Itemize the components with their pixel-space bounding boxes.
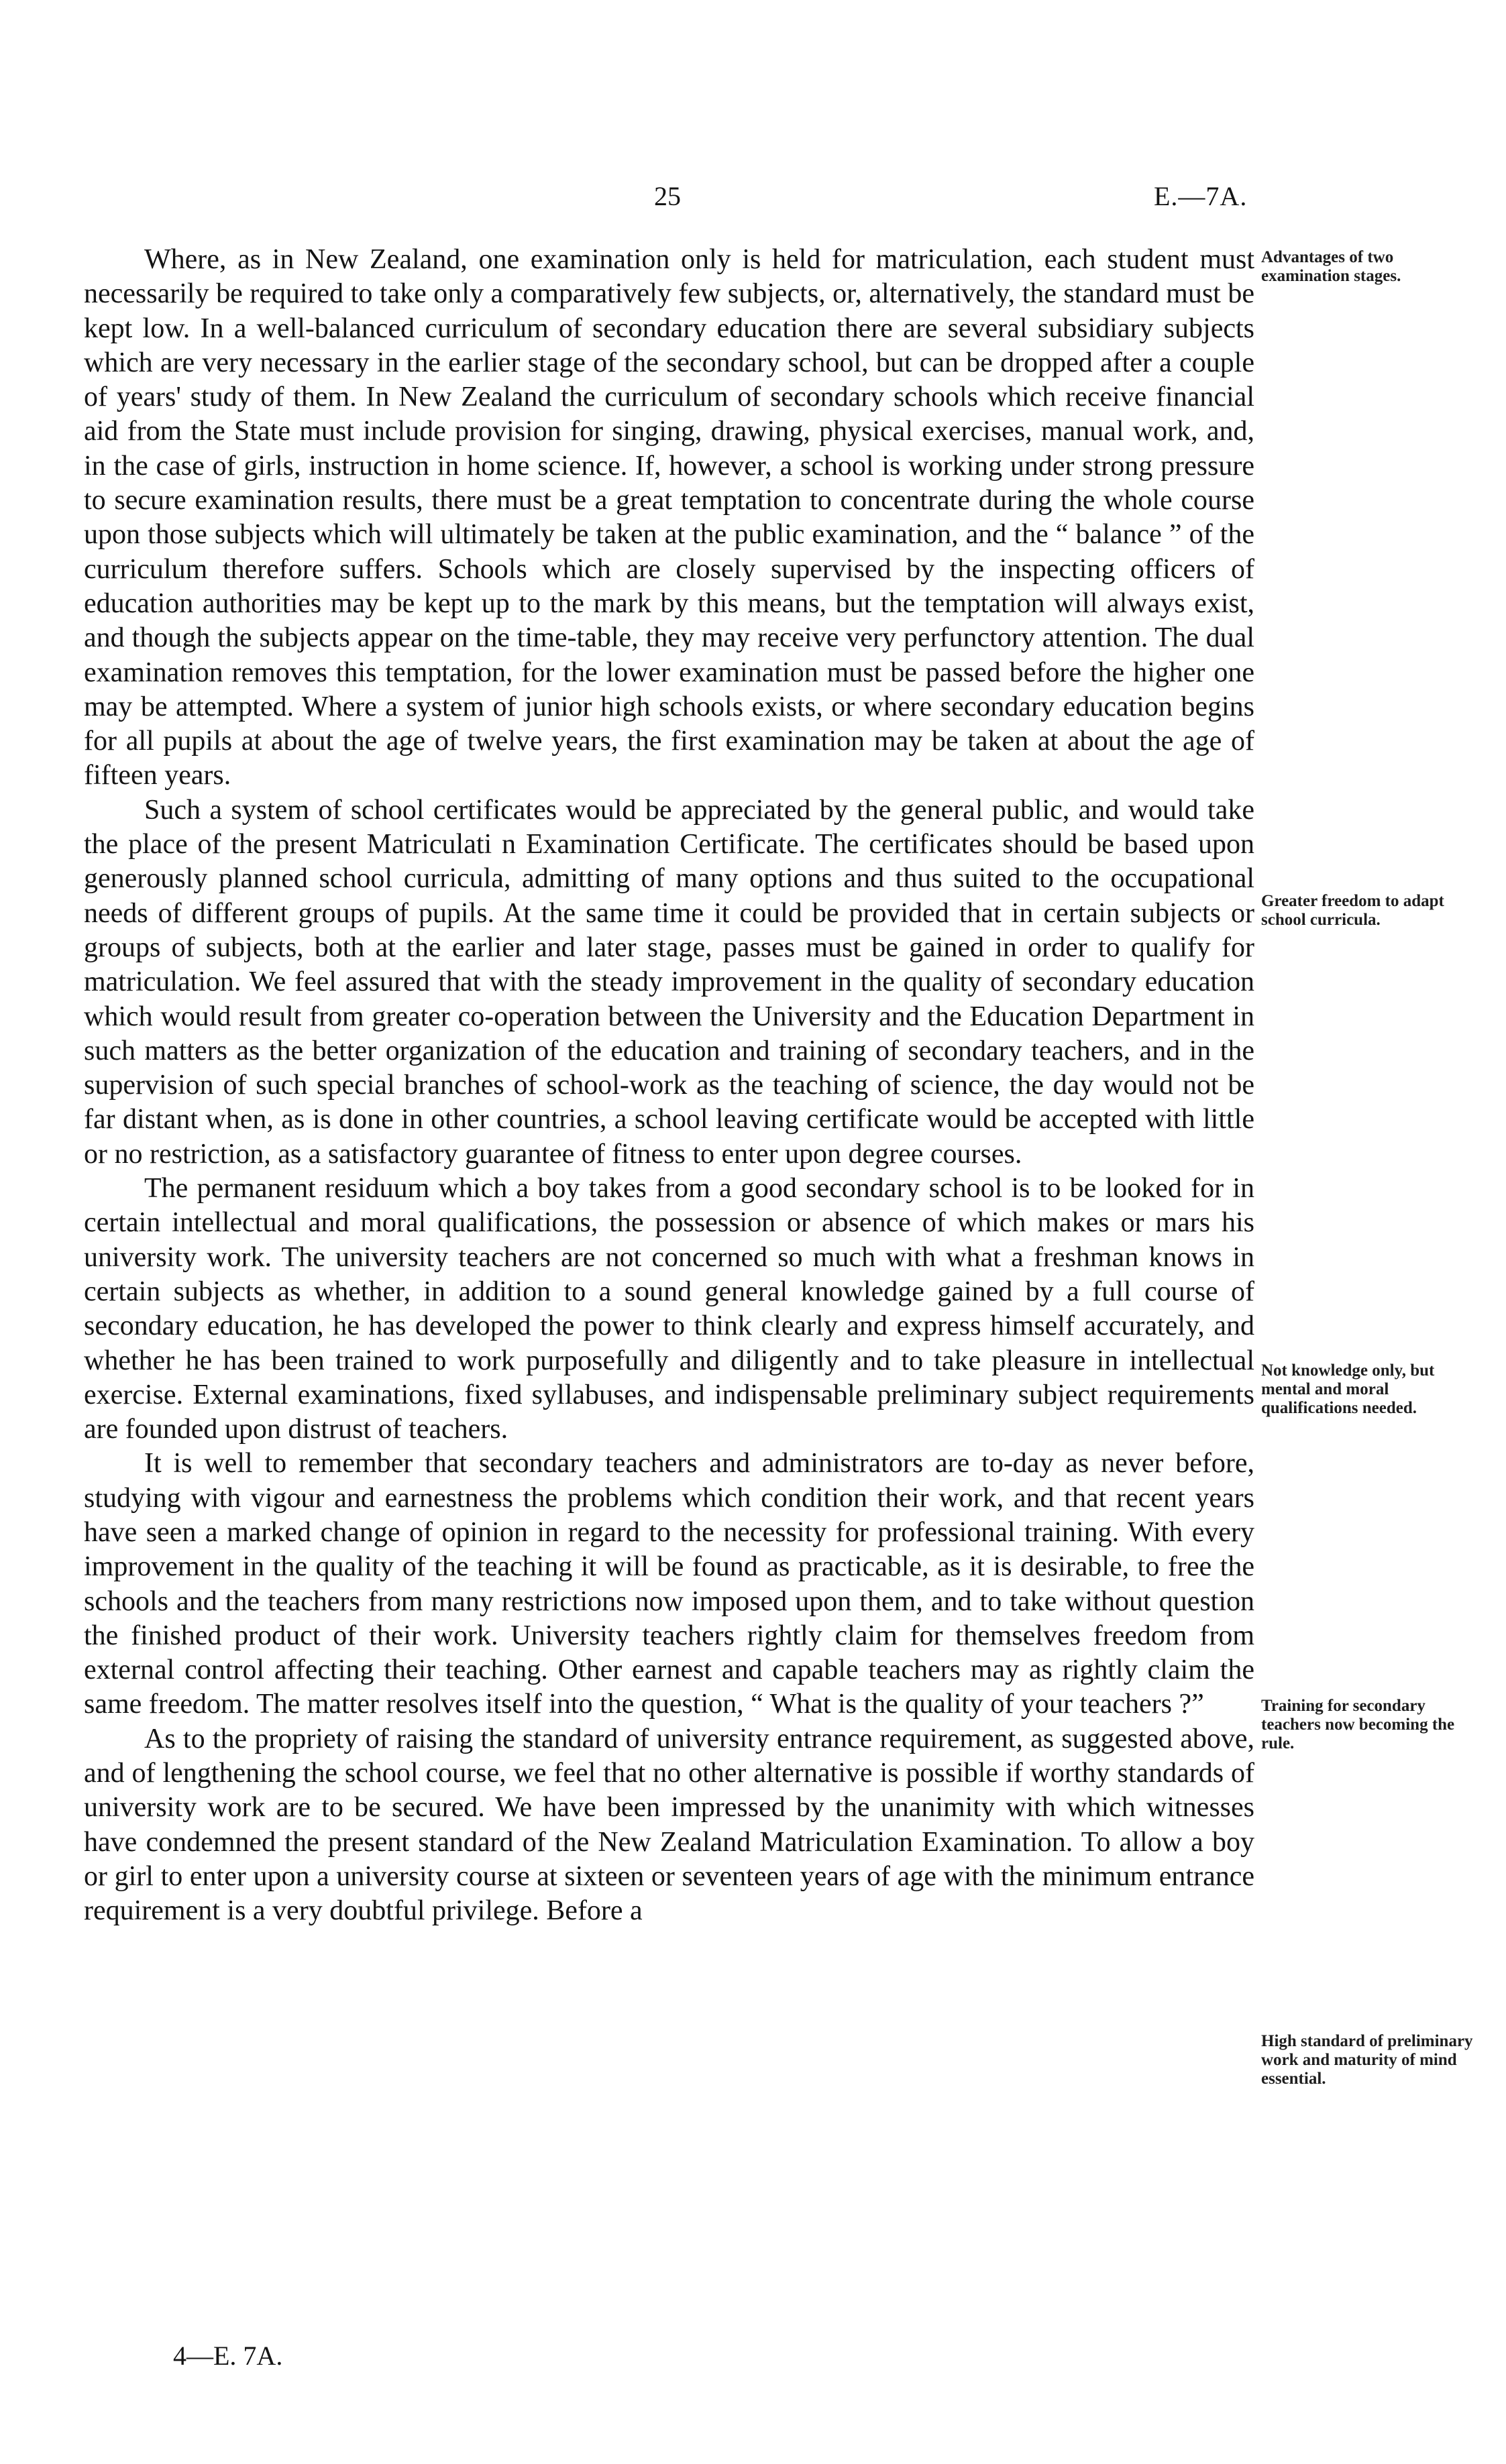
sidenote-advantages: Advantages of two examination stages. xyxy=(1261,248,1401,285)
footer-signature: 4—E. 7A. xyxy=(173,2341,283,2371)
page-header xyxy=(0,180,1506,213)
sidenote-high-standard: High standard of preliminary work and maturity of mind essential. xyxy=(1261,2032,1473,2088)
paragraph-permanent-residuum: The permanent residuum which a boy takes from a good secondary school is to be looked for in certain intellectual and moral qualifications, the possession or absence of which makes or mars his university work. The university teachers are not concerned so much with what a freshman knows in certain subjects as whether, in addition to a sound general knowledge gained by a full course of secondary education, he has developed the power to think clearly and express himself accurately, and whether he has been trained to work purposefully and diligently and to take pleasure in intellectual exercise. External examinations, fixed syllabuses, and indispensable preliminary subject requirements are founded upon distrust of teachers. xyxy=(84,1173,1254,1445)
document-reference: E.—7A. xyxy=(1154,181,1248,211)
paragraph-entrance-requirement: As to the propriety of raising the standard of university entrance requirement, as suggested above, and of lengthening the school course, we feel that no other alternative is possible if worthy standards of university work are to be secured. We have been impressed by the unanimity with which witnesses have condemned the present standard of the New Zealand Matriculation Examination. To allow a boy or girl to enter upon a university course at sixteen or seventeen years of age with the minimum entrance requirement is a very doubtful privilege. Before a xyxy=(84,1723,1254,1927)
paragraph-secondary-teachers: It is well to remember that secondary teachers and administrators are to-day as never before, studying with vigour and earnestness the problems which condition their work, and that recent years have seen a marked change of opinion in regard to the necessity for professional training. With every improvement in the quality of the teaching it will be found as practicable, as it is desirable, to free the schools and the teachers from many restrictions now imposed upon them, and to take without question the finished product of their work. University teachers rightly claim for themselves freedom from external control affecting their teaching. Other earnest and capable teachers may as rightly claim the same freedom. The matter resolves itself into the question, “ What is the quality of your teachers ?” xyxy=(84,1448,1254,1720)
body-text xyxy=(84,243,1254,1929)
sidenote-greater-freedom: Greater freedom to adapt school curricula. xyxy=(1261,892,1444,929)
page-number: 25 xyxy=(654,181,681,211)
sidenote-not-knowledge-only: Not knowledge only, but mental and moral qualifications needed. xyxy=(1261,1361,1435,1417)
sidenote-training-teachers: Training for secondary teachers now becoming the rule. xyxy=(1261,1697,1455,1752)
paragraph-school-certificates: Such a system of school certificates would be appreciated by the general public, and would take the place of the present Matriculati n Examination Certificate. The certificates should be based upon generously planned school curricula, admitting of many options and thus suited to the occupational needs of different groups of pupils. At the same time it could be provided that in certain subjects or groups of subjects, both at the earlier and later stage, passes must be gained in order to qualify for matriculation. We feel assured that with the steady improvement in the quality of secondary education which would result from greater co-operation between the University and the Education Department in such matters as the better organization of the education and training of secondary teachers, and in the supervision of such special branches of school-work as the teaching of science, the day would not be far distant when, as is done in other countries, a school leaving certificate would be accepted with little or no restriction, as a satisfactory guarantee of fitness to enter upon degree courses. xyxy=(84,794,1254,1170)
paragraph-two-examination-stages: Where, as in New Zealand, one examination only is held for matriculation, each student must necessarily be required to take only a comparatively few subjects, or, alternatively, the standard must be kept low. In a well-balanced curriculum of secondary education there are several subsidiary subjects which are very necessary in the earlier stage of the secondary school, but can be dropped after a couple of years' study of them. In New Zealand the curriculum of secondary schools which receive financial aid from the State must include provision for singing, drawing, physical exercises, manual work, and, in the case of girls, instruction in home science. If, however, a school is working under strong pressure to secure examination results, there must be a great temptation to concentrate during the whole course upon those subjects which will ultimately be taken at the public examination, and the “ balance ” of the curriculum therefore suffers. Schools which are closely supervised by the inspecting officers of education authorities may be kept up to the mark by this means, but the temptation will always exist, and though the subjects appear on the time-table, they may receive very perfunctory attention. The dual examination removes this temptation, for the lower examination must be passed before the higher one may be attempted. Where a system of junior high schools exists, or where secondary education begins for all pupils at about the age of twelve years, the first examination may be taken at about the age of fifteen years. xyxy=(84,244,1254,791)
